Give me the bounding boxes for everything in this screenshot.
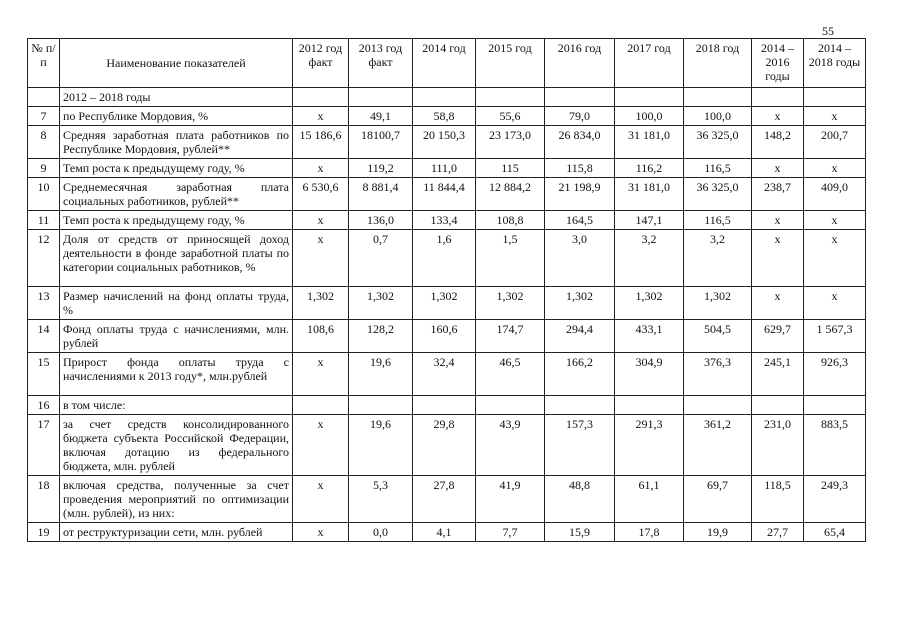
value-cell: 160,6 <box>413 320 476 353</box>
table-row <box>28 523 866 542</box>
value-cell: 115,8 <box>545 159 615 178</box>
value-cell: 32,4 <box>413 353 476 396</box>
value-cell: 245,1 <box>752 353 804 396</box>
value-cell: 376,3 <box>684 353 752 396</box>
value-cell: 1,302 <box>684 287 752 320</box>
indicator-name: в том числе: <box>60 396 293 415</box>
row-number: 13 <box>28 287 60 320</box>
value-cell: 58,8 <box>413 107 476 126</box>
value-cell: 0,7 <box>349 230 413 287</box>
page-number: 55 <box>822 24 834 38</box>
value-cell: 26 834,0 <box>545 126 615 159</box>
indicator-name: Среднемесячная заработная плата социальных работников, рублей** <box>60 178 293 211</box>
value-cell: 136,0 <box>349 211 413 230</box>
value-cell: х <box>804 287 866 320</box>
row-number: 18 <box>28 476 60 523</box>
value-cell: 18100,7 <box>349 126 413 159</box>
value-cell: 238,7 <box>752 178 804 211</box>
value-cell: 27,8 <box>413 476 476 523</box>
empty-cell <box>413 88 476 107</box>
value-cell: 12 884,2 <box>476 178 545 211</box>
empty-cell <box>349 88 413 107</box>
row-number: 7 <box>28 107 60 126</box>
value-cell: 8 881,4 <box>349 178 413 211</box>
value-cell: х <box>804 211 866 230</box>
value-cell: 304,9 <box>615 353 684 396</box>
value-cell: 1 567,3 <box>804 320 866 353</box>
row-number: 19 <box>28 523 60 542</box>
indicators-table <box>27 38 866 542</box>
header-year: 2018 год <box>684 39 752 88</box>
row-number: 15 <box>28 353 60 396</box>
value-cell: х <box>752 287 804 320</box>
value-cell: 6 530,6 <box>293 178 349 211</box>
value-cell: 41,9 <box>476 476 545 523</box>
table-row <box>28 211 866 230</box>
value-cell <box>349 396 413 415</box>
empty-cell <box>615 88 684 107</box>
table-row <box>28 126 866 159</box>
header-year: 2017 год <box>615 39 684 88</box>
header-num: № п/п <box>28 39 60 88</box>
value-cell: 147,1 <box>615 211 684 230</box>
value-cell: 1,302 <box>476 287 545 320</box>
value-cell: 43,9 <box>476 415 545 476</box>
value-cell: 361,2 <box>684 415 752 476</box>
indicator-name: от реструктуризации сети, млн. рублей <box>60 523 293 542</box>
value-cell: 128,2 <box>349 320 413 353</box>
value-cell: х <box>752 211 804 230</box>
value-cell: х <box>752 159 804 178</box>
empty-cell <box>752 88 804 107</box>
value-cell <box>293 396 349 415</box>
value-cell: 629,7 <box>752 320 804 353</box>
value-cell: х <box>293 353 349 396</box>
header-row <box>28 39 866 88</box>
value-cell: 36 325,0 <box>684 126 752 159</box>
value-cell: 108,6 <box>293 320 349 353</box>
value-cell: 4,1 <box>413 523 476 542</box>
value-cell: 111,0 <box>413 159 476 178</box>
table-row <box>28 287 866 320</box>
value-cell: 11 844,4 <box>413 178 476 211</box>
value-cell: 164,5 <box>545 211 615 230</box>
value-cell: 116,5 <box>684 159 752 178</box>
header-year: 2014 год <box>413 39 476 88</box>
value-cell: 15 186,6 <box>293 126 349 159</box>
row-number: 17 <box>28 415 60 476</box>
value-cell: х <box>752 107 804 126</box>
value-cell: 29,8 <box>413 415 476 476</box>
value-cell: х <box>804 107 866 126</box>
value-cell: 15,9 <box>545 523 615 542</box>
empty-cell <box>476 88 545 107</box>
empty-cell <box>293 88 349 107</box>
value-cell: 23 173,0 <box>476 126 545 159</box>
value-cell: 133,4 <box>413 211 476 230</box>
value-cell <box>476 396 545 415</box>
value-cell: 21 198,9 <box>545 178 615 211</box>
value-cell: 5,3 <box>349 476 413 523</box>
table-row <box>28 353 866 396</box>
table-row <box>28 415 866 476</box>
indicator-name: Размер начислений на фонд оплаты труда, % <box>60 287 293 320</box>
value-cell: х <box>293 523 349 542</box>
row-number: 11 <box>28 211 60 230</box>
table-row <box>28 159 866 178</box>
value-cell: х <box>293 476 349 523</box>
value-cell: 433,1 <box>615 320 684 353</box>
value-cell: 3,2 <box>615 230 684 287</box>
value-cell: 27,7 <box>752 523 804 542</box>
indicator-name: Темп роста к предыдущему году, % <box>60 159 293 178</box>
value-cell: 1,302 <box>615 287 684 320</box>
value-cell: 504,5 <box>684 320 752 353</box>
value-cell: 116,5 <box>684 211 752 230</box>
value-cell: х <box>293 415 349 476</box>
value-cell: 174,7 <box>476 320 545 353</box>
table-row <box>28 320 866 353</box>
header-year: 2012 год факт <box>293 39 349 88</box>
value-cell: 55,6 <box>476 107 545 126</box>
section-row <box>28 88 866 107</box>
value-cell: 100,0 <box>684 107 752 126</box>
value-cell: 148,2 <box>752 126 804 159</box>
value-cell: 118,5 <box>752 476 804 523</box>
row-number: 9 <box>28 159 60 178</box>
value-cell: 1,302 <box>413 287 476 320</box>
indicator-name: Прирост фонда оплаты труда с начислениями к 2013 году*, млн.рублей <box>60 353 293 396</box>
row-number: 16 <box>28 396 60 415</box>
indicator-name: включая средства, полученные за счет проведения мероприятий по оптимизации (млн. рублей), из них: <box>60 476 293 523</box>
value-cell: 883,5 <box>804 415 866 476</box>
value-cell <box>684 396 752 415</box>
value-cell <box>545 396 615 415</box>
value-cell: 0,0 <box>349 523 413 542</box>
header-year: 2013 год факт <box>349 39 413 88</box>
header-year: 2014 – 2018 годы <box>804 39 866 88</box>
value-cell: х <box>804 159 866 178</box>
value-cell: 17,8 <box>615 523 684 542</box>
value-cell: 200,7 <box>804 126 866 159</box>
value-cell: 157,3 <box>545 415 615 476</box>
value-cell: х <box>752 230 804 287</box>
header-name: Наименование показателей <box>60 39 293 88</box>
row-number: 12 <box>28 230 60 287</box>
value-cell: 19,6 <box>349 353 413 396</box>
table-row <box>28 476 866 523</box>
value-cell: 20 150,3 <box>413 126 476 159</box>
value-cell: 116,2 <box>615 159 684 178</box>
value-cell: 166,2 <box>545 353 615 396</box>
row-number: 8 <box>28 126 60 159</box>
indicator-name: Средняя заработная плата работников по Республике Мордовия, рублей** <box>60 126 293 159</box>
value-cell: 3,2 <box>684 230 752 287</box>
value-cell: 31 181,0 <box>615 178 684 211</box>
indicator-name: по Республике Мордовия, % <box>60 107 293 126</box>
value-cell: х <box>293 159 349 178</box>
value-cell: 1,302 <box>293 287 349 320</box>
value-cell: 291,3 <box>615 415 684 476</box>
value-cell: 69,7 <box>684 476 752 523</box>
section-num-cell <box>28 88 60 107</box>
header-year: 2014 – 2016 годы <box>752 39 804 88</box>
value-cell: х <box>293 230 349 287</box>
indicator-name: Доля от средств от приносящей доход деятельности в фонде заработной платы по категории социальных работников, % <box>60 230 293 287</box>
value-cell: 108,8 <box>476 211 545 230</box>
value-cell: 1,5 <box>476 230 545 287</box>
table-row <box>28 107 866 126</box>
value-cell: 294,4 <box>545 320 615 353</box>
value-cell: 249,3 <box>804 476 866 523</box>
value-cell: 65,4 <box>804 523 866 542</box>
empty-cell <box>804 88 866 107</box>
value-cell: 1,302 <box>349 287 413 320</box>
table-row <box>28 178 866 211</box>
value-cell: 36 325,0 <box>684 178 752 211</box>
value-cell: 49,1 <box>349 107 413 126</box>
value-cell: х <box>804 230 866 287</box>
value-cell: 119,2 <box>349 159 413 178</box>
value-cell: 100,0 <box>615 107 684 126</box>
indicator-name: Темп роста к предыдущему году, % <box>60 211 293 230</box>
value-cell: 926,3 <box>804 353 866 396</box>
indicator-name: за счет средств консолидированного бюджета субъекта Российской Федерации, включая дотацию из федерального бюджета, млн. рублей <box>60 415 293 476</box>
table-row <box>28 230 866 287</box>
value-cell <box>804 396 866 415</box>
value-cell: 3,0 <box>545 230 615 287</box>
value-cell: 48,8 <box>545 476 615 523</box>
row-number: 14 <box>28 320 60 353</box>
header-year: 2016 год <box>545 39 615 88</box>
value-cell: 7,7 <box>476 523 545 542</box>
value-cell <box>615 396 684 415</box>
value-cell: 46,5 <box>476 353 545 396</box>
value-cell: 409,0 <box>804 178 866 211</box>
value-cell: х <box>293 211 349 230</box>
value-cell: 79,0 <box>545 107 615 126</box>
value-cell <box>752 396 804 415</box>
empty-cell <box>545 88 615 107</box>
value-cell: 1,6 <box>413 230 476 287</box>
value-cell: 19,9 <box>684 523 752 542</box>
value-cell: 31 181,0 <box>615 126 684 159</box>
value-cell: 19,6 <box>349 415 413 476</box>
row-number: 10 <box>28 178 60 211</box>
indicator-name: Фонд оплаты труда с начислениями, млн. рублей <box>60 320 293 353</box>
section-label: 2012 – 2018 годы <box>60 88 293 107</box>
value-cell: х <box>293 107 349 126</box>
value-cell: 61,1 <box>615 476 684 523</box>
value-cell <box>413 396 476 415</box>
empty-cell <box>684 88 752 107</box>
value-cell: 115 <box>476 159 545 178</box>
table-row <box>28 396 866 415</box>
header-year: 2015 год <box>476 39 545 88</box>
value-cell: 1,302 <box>545 287 615 320</box>
value-cell: 231,0 <box>752 415 804 476</box>
